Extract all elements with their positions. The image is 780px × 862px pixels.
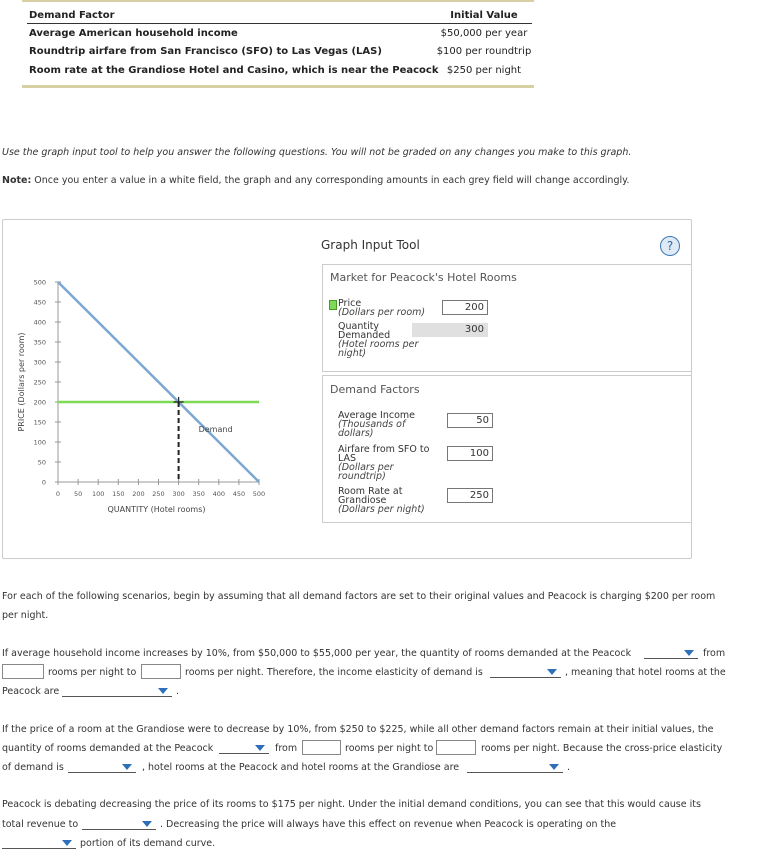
- header-divider: [27, 23, 532, 24]
- demand-curve-label: Demand: [198, 425, 233, 434]
- income-label-text: Average Income: [338, 410, 415, 421]
- room-rate-label-2: Grandiose: [338, 495, 387, 506]
- row-value: $250 per night: [446, 65, 522, 76]
- instructions-text: Use the graph input tool to help you answer the following questions. You will not be graded on any changes you make to this graph.: [2, 147, 632, 158]
- table-row: [29, 46, 534, 57]
- q2-text-c: from: [275, 743, 298, 754]
- x-tick-label: 400: [212, 490, 226, 498]
- income-input[interactable]: 50: [447, 413, 493, 428]
- q2-from-input[interactable]: [302, 740, 341, 755]
- note-body: Once you enter a value in a white field, the graph and any corresponding amounts in each grey field will change accordingly.: [31, 175, 630, 186]
- quantity-label: [338, 322, 418, 358]
- y-tick-label: 400: [33, 318, 46, 327]
- airfare-unit-1: (Dollars per: [338, 462, 394, 473]
- quantity-unit-1: (Hotel rooms per: [338, 339, 419, 350]
- chart-axes: [34, 279, 266, 499]
- row-factor: Roundtrip airfare from San Francisco (SFO) to Las Vegas (LAS): [29, 46, 382, 57]
- airfare-label: [338, 445, 429, 481]
- chevron-down-icon: [547, 669, 557, 675]
- q3-text-d: portion of its demand curve.: [80, 838, 216, 849]
- x-tick-label: 250: [152, 490, 165, 498]
- price-legend-swatch: [329, 300, 337, 310]
- quantity-output: 300: [412, 323, 488, 337]
- q1-text-a: If average household income increases by 10%, from $50,000 to $55,000 per year, the quantity of rooms demanded at the Peacock: [2, 648, 632, 659]
- chevron-down-icon: [122, 764, 132, 770]
- intro-line-1: For each of the following scenarios, begin by assuming that all demand factors are set to their original values and Peacock is charging $200 per room: [2, 591, 716, 602]
- x-axis-label: QUANTITY (Hotel rooms): [107, 505, 206, 514]
- income-unit-2: dollars): [338, 428, 374, 439]
- room-rate-label: [338, 487, 425, 514]
- airfare-unit-2: roundtrip): [338, 471, 386, 482]
- table-row: [29, 65, 534, 76]
- q1-text-c: rooms per night to: [48, 667, 137, 678]
- price-label: [338, 299, 425, 317]
- y-tick-label: 450: [33, 298, 46, 307]
- x-tick-label: 50: [73, 490, 83, 498]
- y-tick-label: 300: [33, 358, 46, 367]
- header-value: Initial Value: [450, 10, 518, 21]
- quantity-label-1: Quantity: [338, 321, 380, 332]
- q3-text-a: Peacock is debating decreasing the price of its rooms to $175 per night. Under the initial demand conditions, you can see that this would cause its: [2, 799, 701, 810]
- q2-text-h: .: [567, 762, 571, 773]
- x-tick-label: 100: [91, 490, 105, 498]
- table-header: [29, 10, 534, 21]
- demand-curve: [58, 282, 259, 482]
- q1-good-type-dropdown[interactable]: [62, 685, 172, 697]
- chevron-down-icon: [142, 821, 152, 827]
- market-title: Market for Peacock's Hotel Rooms: [330, 271, 517, 284]
- q1-text-f: Peacock are: [2, 686, 60, 697]
- row-value: $50,000 per year: [440, 28, 528, 39]
- room-rate-label-1: Room Rate at: [338, 486, 403, 497]
- q2-text-g: , hotel rooms at the Peacock and hotel rooms at the Grandiose are: [142, 762, 460, 773]
- airfare-input[interactable]: 100: [447, 446, 493, 461]
- price-label-text: Price: [338, 298, 362, 309]
- x-tick-label: 350: [192, 490, 205, 498]
- income-label: [338, 411, 415, 438]
- intro-line-2: per night.: [2, 610, 49, 621]
- y-tick-label: 0: [41, 478, 46, 487]
- chart-series: [58, 282, 259, 482]
- q2-text-e: rooms per night. Because the cross-price elasticity: [481, 743, 723, 754]
- q3-revenue-dropdown[interactable]: [82, 818, 156, 830]
- demand-chart[interactable]: [0, 270, 320, 530]
- room-rate-input[interactable]: 250: [447, 488, 493, 503]
- x-tick-label: 0: [55, 490, 61, 498]
- airfare-label-1: Airfare from SFO to: [338, 444, 430, 455]
- chevron-down-icon: [62, 840, 72, 846]
- q2-text-b: quantity of rooms demanded at the Peacock: [2, 743, 214, 754]
- y-tick-label: 100: [33, 438, 46, 447]
- note-text: [2, 175, 629, 186]
- table-row: [29, 28, 534, 39]
- q2-cross-elasticity-dropdown[interactable]: [68, 761, 136, 773]
- q1-text-d: rooms per night. Therefore, the income elasticity of demand is: [185, 667, 483, 678]
- row-value: $100 per roundtrip: [436, 46, 532, 57]
- price-input[interactable]: 200: [442, 300, 488, 315]
- q2-goods-relation-dropdown[interactable]: [467, 761, 563, 773]
- q1-text-e: , meaning that hotel rooms at the: [565, 667, 726, 678]
- y-tick-label: 250: [33, 378, 46, 387]
- y-tick-label: 150: [33, 418, 46, 427]
- q3-text-c: . Decreasing the price will always have this effect on revenue when Peacock is operating on the: [160, 819, 617, 830]
- price-unit: (Dollars per room): [338, 307, 426, 318]
- quantity-unit-2: night): [338, 348, 367, 359]
- help-icon[interactable]: ?: [660, 236, 680, 256]
- q2-quantity-change-dropdown[interactable]: [219, 742, 269, 754]
- y-tick-label: 350: [33, 338, 46, 347]
- income-unit-1: (Thousands of: [338, 419, 406, 430]
- y-tick-label: 500: [33, 278, 46, 287]
- chevron-down-icon: [158, 688, 168, 694]
- chevron-down-icon: [549, 764, 559, 770]
- q1-from-input[interactable]: [2, 664, 44, 679]
- q1-elasticity-dropdown[interactable]: [490, 666, 561, 678]
- q1-text-g: .: [176, 686, 180, 697]
- y-axis-label: PRICE (Dollars per room): [17, 332, 26, 432]
- quantity-label-2: Demanded: [338, 330, 391, 341]
- demand-factors-title: Demand Factors: [330, 383, 420, 396]
- y-tick-label: 200: [33, 398, 46, 407]
- q2-text-f: of demand is: [2, 762, 64, 773]
- q1-text-b: from: [703, 648, 726, 659]
- q3-curve-portion-dropdown[interactable]: [2, 837, 76, 849]
- note-label: Note:: [2, 175, 32, 186]
- airfare-label-2: LAS: [338, 453, 357, 464]
- y-tick-label: 50: [37, 458, 46, 467]
- q3-text-b: total revenue to: [2, 819, 79, 830]
- header-factor: Demand Factor: [29, 10, 115, 21]
- q1-to-input[interactable]: [141, 664, 181, 679]
- q1-quantity-change-dropdown[interactable]: [644, 647, 698, 659]
- x-tick-label: 150: [112, 490, 125, 498]
- table-bottom-border: [22, 85, 534, 88]
- x-tick-label: 200: [132, 490, 145, 498]
- chevron-down-icon: [255, 745, 265, 751]
- chevron-down-icon: [684, 650, 694, 656]
- x-tick-label: 500: [252, 490, 266, 498]
- room-rate-unit: (Dollars per night): [338, 504, 425, 515]
- x-tick-label: 300: [172, 490, 185, 498]
- table-top-border: [22, 0, 534, 2]
- q2-to-input[interactable]: [436, 740, 476, 755]
- graph-input-tool-title: Graph Input Tool: [321, 238, 420, 252]
- x-tick-label: 450: [232, 490, 246, 498]
- row-factor: Room rate at the Grandiose Hotel and Casino, which is near the Peacock: [29, 65, 439, 76]
- row-factor: Average American household income: [29, 28, 238, 39]
- demand-factor-table: [22, 0, 534, 88]
- q2-text-d: rooms per night to: [345, 743, 434, 754]
- q2-text-a: If the price of a room at the Grandiose were to decrease by 10%, from $250 to $225, while all other demand factors remain at their initial values, the: [2, 724, 714, 735]
